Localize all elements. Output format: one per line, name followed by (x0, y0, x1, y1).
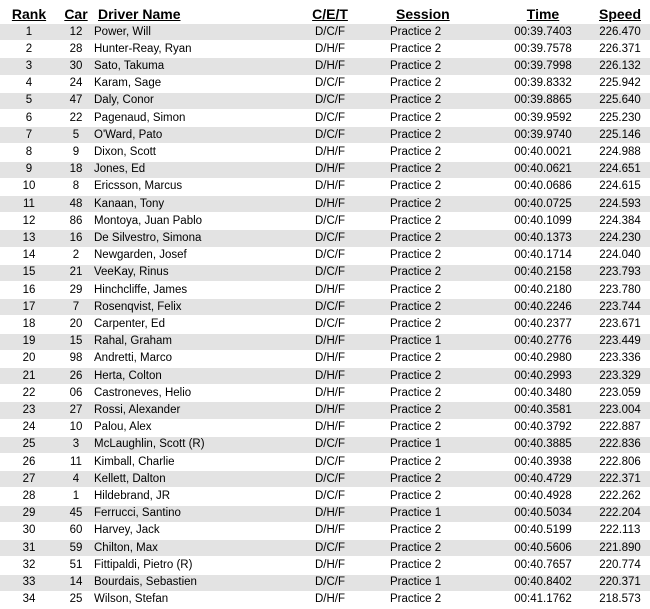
session-cell: Practice 2 (390, 75, 496, 92)
column-header-driver: Driver Name (98, 5, 181, 22)
table-row (0, 213, 650, 230)
table-row (0, 454, 650, 471)
rank-cell: 10 (0, 178, 58, 195)
rank-cell: 23 (0, 402, 58, 419)
speed-cell: 224.384 (590, 213, 650, 230)
lap-time-cell: 00:40.7657 (496, 557, 590, 574)
rank-cell: 16 (0, 282, 58, 299)
cet-cell: D/H/F (270, 385, 390, 402)
car-number-cell: 28 (58, 41, 94, 58)
lap-time-cell: 00:39.9740 (496, 127, 590, 144)
rank-cell: 27 (0, 471, 58, 488)
cet-cell: D/C/F (270, 299, 390, 316)
driver-name-cell: Bourdais, Sebastien (94, 574, 270, 591)
lap-time-cell: 00:39.9592 (496, 110, 590, 127)
speed-cell: 222.204 (590, 505, 650, 522)
session-cell: Practice 2 (390, 178, 496, 195)
car-number-cell: 15 (58, 333, 94, 350)
speed-cell: 223.793 (590, 264, 650, 281)
cet-cell: D/H/F (270, 58, 390, 75)
lap-time-cell: 00:40.2776 (496, 333, 590, 350)
cet-cell: D/C/F (270, 436, 390, 453)
speed-cell: 224.593 (590, 196, 650, 213)
speed-cell: 224.230 (590, 230, 650, 247)
table-header (0, 3, 650, 24)
driver-name-cell: Wilson, Stefan (94, 591, 270, 608)
car-number-cell: 06 (58, 385, 94, 402)
driver-name-cell: Montoya, Juan Pablo (94, 213, 270, 230)
speed-cell: 225.146 (590, 127, 650, 144)
lap-time-cell: 00:41.1762 (496, 591, 590, 608)
table-row (0, 196, 650, 213)
column-header-rank: Rank (11, 5, 47, 22)
car-number-cell: 20 (58, 316, 94, 333)
lap-time-cell: 00:40.0621 (496, 161, 590, 178)
rank-cell: 21 (0, 368, 58, 385)
speed-cell: 223.780 (590, 282, 650, 299)
session-cell: Practice 2 (390, 110, 496, 127)
session-cell: Practice 2 (390, 471, 496, 488)
table-row (0, 540, 650, 557)
table-row (0, 75, 650, 92)
rank-cell: 24 (0, 419, 58, 436)
driver-name-cell: O'Ward, Pato (94, 127, 270, 144)
lap-time-cell: 00:40.2158 (496, 264, 590, 281)
cet-cell: D/C/F (270, 127, 390, 144)
cet-cell: D/H/F (270, 419, 390, 436)
lap-time-cell: 00:39.7578 (496, 41, 590, 58)
driver-name-cell: Pagenaud, Simon (94, 110, 270, 127)
rank-cell: 26 (0, 454, 58, 471)
lap-time-cell: 00:40.3581 (496, 402, 590, 419)
cet-cell: D/H/F (270, 591, 390, 608)
header-row (0, 3, 650, 24)
column-header-car: Car (64, 5, 88, 22)
lap-time-cell: 00:40.2993 (496, 368, 590, 385)
table-row (0, 368, 650, 385)
table-row (0, 522, 650, 539)
table-row (0, 299, 650, 316)
driver-name-cell: Fittipaldi, Pietro (R) (94, 557, 270, 574)
lap-time-cell: 00:40.1714 (496, 247, 590, 264)
table-body (0, 24, 650, 608)
cet-cell: D/H/F (270, 196, 390, 213)
car-number-cell: 86 (58, 213, 94, 230)
session-cell: Practice 2 (390, 557, 496, 574)
cet-cell: D/C/F (270, 92, 390, 109)
lap-time-cell: 00:40.4729 (496, 471, 590, 488)
cet-cell: D/C/F (270, 316, 390, 333)
lap-time-cell: 00:39.7998 (496, 58, 590, 75)
lap-time-cell: 00:40.0021 (496, 144, 590, 161)
car-number-cell: 24 (58, 75, 94, 92)
driver-name-cell: Palou, Alex (94, 419, 270, 436)
cet-cell: D/C/F (270, 230, 390, 247)
cet-cell: D/H/F (270, 402, 390, 419)
car-number-cell: 47 (58, 92, 94, 109)
lap-time-cell: 00:40.1099 (496, 213, 590, 230)
speed-cell: 222.371 (590, 471, 650, 488)
lap-time-cell: 00:40.5034 (496, 505, 590, 522)
table-row (0, 282, 650, 299)
session-cell: Practice 2 (390, 522, 496, 539)
lap-time-cell: 00:40.3938 (496, 454, 590, 471)
car-number-cell: 27 (58, 402, 94, 419)
session-cell: Practice 1 (390, 436, 496, 453)
session-cell: Practice 2 (390, 540, 496, 557)
speed-cell: 223.671 (590, 316, 650, 333)
driver-name-cell: Herta, Colton (94, 368, 270, 385)
table-row (0, 505, 650, 522)
car-number-cell: 14 (58, 574, 94, 591)
rank-cell: 14 (0, 247, 58, 264)
car-number-cell: 60 (58, 522, 94, 539)
rank-cell: 4 (0, 75, 58, 92)
rank-cell: 25 (0, 436, 58, 453)
car-number-cell: 30 (58, 58, 94, 75)
lap-time-cell: 00:40.3792 (496, 419, 590, 436)
table-row (0, 144, 650, 161)
car-number-cell: 48 (58, 196, 94, 213)
driver-name-cell: Carpenter, Ed (94, 316, 270, 333)
speed-cell: 225.942 (590, 75, 650, 92)
session-cell: Practice 2 (390, 299, 496, 316)
table-row (0, 58, 650, 75)
cet-cell: D/C/F (270, 488, 390, 505)
table-row (0, 436, 650, 453)
session-cell: Practice 1 (390, 333, 496, 350)
car-number-cell: 5 (58, 127, 94, 144)
session-cell: Practice 2 (390, 385, 496, 402)
driver-name-cell: McLaughlin, Scott (R) (94, 436, 270, 453)
table-row (0, 333, 650, 350)
cet-cell: D/H/F (270, 333, 390, 350)
session-cell: Practice 2 (390, 247, 496, 264)
driver-name-cell: Kellett, Dalton (94, 471, 270, 488)
cet-cell: D/H/F (270, 368, 390, 385)
driver-name-cell: Chilton, Max (94, 540, 270, 557)
rank-cell: 12 (0, 213, 58, 230)
cet-cell: D/C/F (270, 213, 390, 230)
car-number-cell: 21 (58, 264, 94, 281)
lap-time-cell: 00:40.3885 (496, 436, 590, 453)
rank-cell: 7 (0, 127, 58, 144)
lap-time-cell: 00:40.0686 (496, 178, 590, 195)
session-cell: Practice 2 (390, 144, 496, 161)
table-row (0, 350, 650, 367)
session-cell: Practice 1 (390, 574, 496, 591)
table-row (0, 471, 650, 488)
lap-time-cell: 00:40.2377 (496, 316, 590, 333)
speed-cell: 223.059 (590, 385, 650, 402)
cet-cell: D/C/F (270, 264, 390, 281)
rank-cell: 28 (0, 488, 58, 505)
rank-cell: 6 (0, 110, 58, 127)
table-row (0, 127, 650, 144)
speed-cell: 222.887 (590, 419, 650, 436)
table-row (0, 402, 650, 419)
speed-cell: 220.371 (590, 574, 650, 591)
speed-cell: 220.774 (590, 557, 650, 574)
table-row (0, 110, 650, 127)
session-cell: Practice 2 (390, 230, 496, 247)
speed-cell: 222.836 (590, 436, 650, 453)
session-cell: Practice 2 (390, 92, 496, 109)
speed-cell: 218.573 (590, 591, 650, 608)
speed-cell: 224.651 (590, 161, 650, 178)
speed-cell: 224.040 (590, 247, 650, 264)
column-header-cet: C/E/T (312, 5, 348, 22)
car-number-cell: 26 (58, 368, 94, 385)
lap-time-cell: 00:39.8865 (496, 92, 590, 109)
car-number-cell: 18 (58, 161, 94, 178)
session-cell: Practice 2 (390, 368, 496, 385)
driver-name-cell: De Silvestro, Simona (94, 230, 270, 247)
session-cell: Practice 2 (390, 402, 496, 419)
driver-name-cell: Rossi, Alexander (94, 402, 270, 419)
driver-name-cell: Kimball, Charlie (94, 454, 270, 471)
car-number-cell: 4 (58, 471, 94, 488)
driver-name-cell: Castroneves, Helio (94, 385, 270, 402)
rank-cell: 22 (0, 385, 58, 402)
car-number-cell: 9 (58, 144, 94, 161)
rank-cell: 32 (0, 557, 58, 574)
session-cell: Practice 2 (390, 127, 496, 144)
rank-cell: 5 (0, 92, 58, 109)
rank-cell: 20 (0, 350, 58, 367)
rank-cell: 18 (0, 316, 58, 333)
cet-cell: D/H/F (270, 282, 390, 299)
session-cell: Practice 2 (390, 41, 496, 58)
lap-time-cell: 00:40.0725 (496, 196, 590, 213)
speed-cell: 223.336 (590, 350, 650, 367)
session-cell: Practice 2 (390, 161, 496, 178)
lap-time-cell: 00:40.2180 (496, 282, 590, 299)
car-number-cell: 98 (58, 350, 94, 367)
column-header-session: Session (396, 5, 450, 22)
lap-time-cell: 00:40.5606 (496, 540, 590, 557)
cet-cell: D/C/F (270, 24, 390, 41)
car-number-cell: 29 (58, 282, 94, 299)
speed-cell: 226.470 (590, 24, 650, 41)
cet-cell: D/H/F (270, 161, 390, 178)
driver-name-cell: Rosenqvist, Felix (94, 299, 270, 316)
speed-cell: 226.132 (590, 58, 650, 75)
rank-cell: 15 (0, 264, 58, 281)
driver-name-cell: Jones, Ed (94, 161, 270, 178)
session-cell: Practice 2 (390, 264, 496, 281)
cet-cell: D/H/F (270, 144, 390, 161)
car-number-cell: 10 (58, 419, 94, 436)
session-cell: Practice 2 (390, 350, 496, 367)
session-cell: Practice 2 (390, 591, 496, 608)
rank-cell: 33 (0, 574, 58, 591)
driver-name-cell: Sato, Takuma (94, 58, 270, 75)
session-cell: Practice 2 (390, 316, 496, 333)
cet-cell: D/C/F (270, 75, 390, 92)
cet-cell: D/C/F (270, 247, 390, 264)
session-cell: Practice 2 (390, 419, 496, 436)
car-number-cell: 7 (58, 299, 94, 316)
column-header-time: Time (526, 5, 560, 22)
session-cell: Practice 1 (390, 505, 496, 522)
rank-cell: 2 (0, 41, 58, 58)
table-row (0, 557, 650, 574)
driver-name-cell: Harvey, Jack (94, 522, 270, 539)
session-cell: Practice 2 (390, 488, 496, 505)
driver-name-cell: Power, Will (94, 24, 270, 41)
table-row (0, 41, 650, 58)
car-number-cell: 11 (58, 454, 94, 471)
driver-name-cell: Karam, Sage (94, 75, 270, 92)
rank-cell: 13 (0, 230, 58, 247)
table-row (0, 385, 650, 402)
table-row (0, 161, 650, 178)
speed-cell: 222.113 (590, 522, 650, 539)
car-number-cell: 2 (58, 247, 94, 264)
lap-time-cell: 00:39.8332 (496, 75, 590, 92)
driver-name-cell: Rahal, Graham (94, 333, 270, 350)
results-table (0, 3, 650, 609)
car-number-cell: 8 (58, 178, 94, 195)
speed-cell: 223.744 (590, 299, 650, 316)
cet-cell: D/C/F (270, 540, 390, 557)
rank-cell: 31 (0, 540, 58, 557)
speed-cell: 225.230 (590, 110, 650, 127)
session-cell: Practice 2 (390, 196, 496, 213)
session-cell: Practice 2 (390, 454, 496, 471)
rank-cell: 1 (0, 24, 58, 41)
cet-cell: D/C/F (270, 454, 390, 471)
session-cell: Practice 2 (390, 282, 496, 299)
rank-cell: 9 (0, 161, 58, 178)
table-row (0, 419, 650, 436)
lap-time-cell: 00:40.2980 (496, 350, 590, 367)
speed-cell: 223.004 (590, 402, 650, 419)
driver-name-cell: Ferrucci, Santino (94, 505, 270, 522)
rank-cell: 8 (0, 144, 58, 161)
lap-time-cell: 00:39.7403 (496, 24, 590, 41)
driver-name-cell: Dixon, Scott (94, 144, 270, 161)
car-number-cell: 59 (58, 540, 94, 557)
rank-cell: 29 (0, 505, 58, 522)
driver-name-cell: Daly, Conor (94, 92, 270, 109)
driver-name-cell: Ericsson, Marcus (94, 178, 270, 195)
driver-name-cell: Kanaan, Tony (94, 196, 270, 213)
lap-time-cell: 00:40.3480 (496, 385, 590, 402)
table-row (0, 24, 650, 41)
cet-cell: D/H/F (270, 522, 390, 539)
table-row (0, 316, 650, 333)
driver-name-cell: Hildebrand, JR (94, 488, 270, 505)
car-number-cell: 22 (58, 110, 94, 127)
table-row (0, 591, 650, 608)
lap-time-cell: 00:40.1373 (496, 230, 590, 247)
car-number-cell: 51 (58, 557, 94, 574)
cet-cell: D/H/F (270, 350, 390, 367)
rank-cell: 30 (0, 522, 58, 539)
table-row (0, 574, 650, 591)
speed-cell: 226.371 (590, 41, 650, 58)
session-cell: Practice 2 (390, 213, 496, 230)
car-number-cell: 1 (58, 488, 94, 505)
driver-name-cell: Newgarden, Josef (94, 247, 270, 264)
driver-name-cell: Hinchcliffe, James (94, 282, 270, 299)
column-header-speed: Speed (598, 5, 641, 22)
speed-cell: 223.449 (590, 333, 650, 350)
session-cell: Practice 2 (390, 24, 496, 41)
speed-cell: 222.262 (590, 488, 650, 505)
table-row (0, 264, 650, 281)
rank-cell: 19 (0, 333, 58, 350)
rank-cell: 11 (0, 196, 58, 213)
driver-name-cell: Hunter-Reay, Ryan (94, 41, 270, 58)
speed-cell: 224.988 (590, 144, 650, 161)
speed-cell: 224.615 (590, 178, 650, 195)
speed-cell: 225.640 (590, 92, 650, 109)
cet-cell: D/H/F (270, 505, 390, 522)
cet-cell: D/C/F (270, 574, 390, 591)
car-number-cell: 45 (58, 505, 94, 522)
table-row (0, 488, 650, 505)
speed-cell: 221.890 (590, 540, 650, 557)
driver-name-cell: Andretti, Marco (94, 350, 270, 367)
lap-time-cell: 00:40.5199 (496, 522, 590, 539)
car-number-cell: 3 (58, 436, 94, 453)
speed-cell: 223.329 (590, 368, 650, 385)
rank-cell: 3 (0, 58, 58, 75)
session-cell: Practice 2 (390, 58, 496, 75)
cet-cell: D/C/F (270, 471, 390, 488)
car-number-cell: 12 (58, 24, 94, 41)
lap-time-cell: 00:40.4928 (496, 488, 590, 505)
cet-cell: D/H/F (270, 41, 390, 58)
driver-name-cell: VeeKay, Rinus (94, 264, 270, 281)
cet-cell: D/H/F (270, 178, 390, 195)
car-number-cell: 16 (58, 230, 94, 247)
car-number-cell: 25 (58, 591, 94, 608)
cet-cell: D/H/F (270, 557, 390, 574)
rank-cell: 17 (0, 299, 58, 316)
lap-time-cell: 00:40.8402 (496, 574, 590, 591)
speed-cell: 222.806 (590, 454, 650, 471)
table-row (0, 230, 650, 247)
cet-cell: D/C/F (270, 110, 390, 127)
table-row (0, 247, 650, 264)
table-row (0, 92, 650, 109)
lap-time-cell: 00:40.2246 (496, 299, 590, 316)
table-row (0, 178, 650, 195)
rank-cell: 34 (0, 591, 58, 608)
